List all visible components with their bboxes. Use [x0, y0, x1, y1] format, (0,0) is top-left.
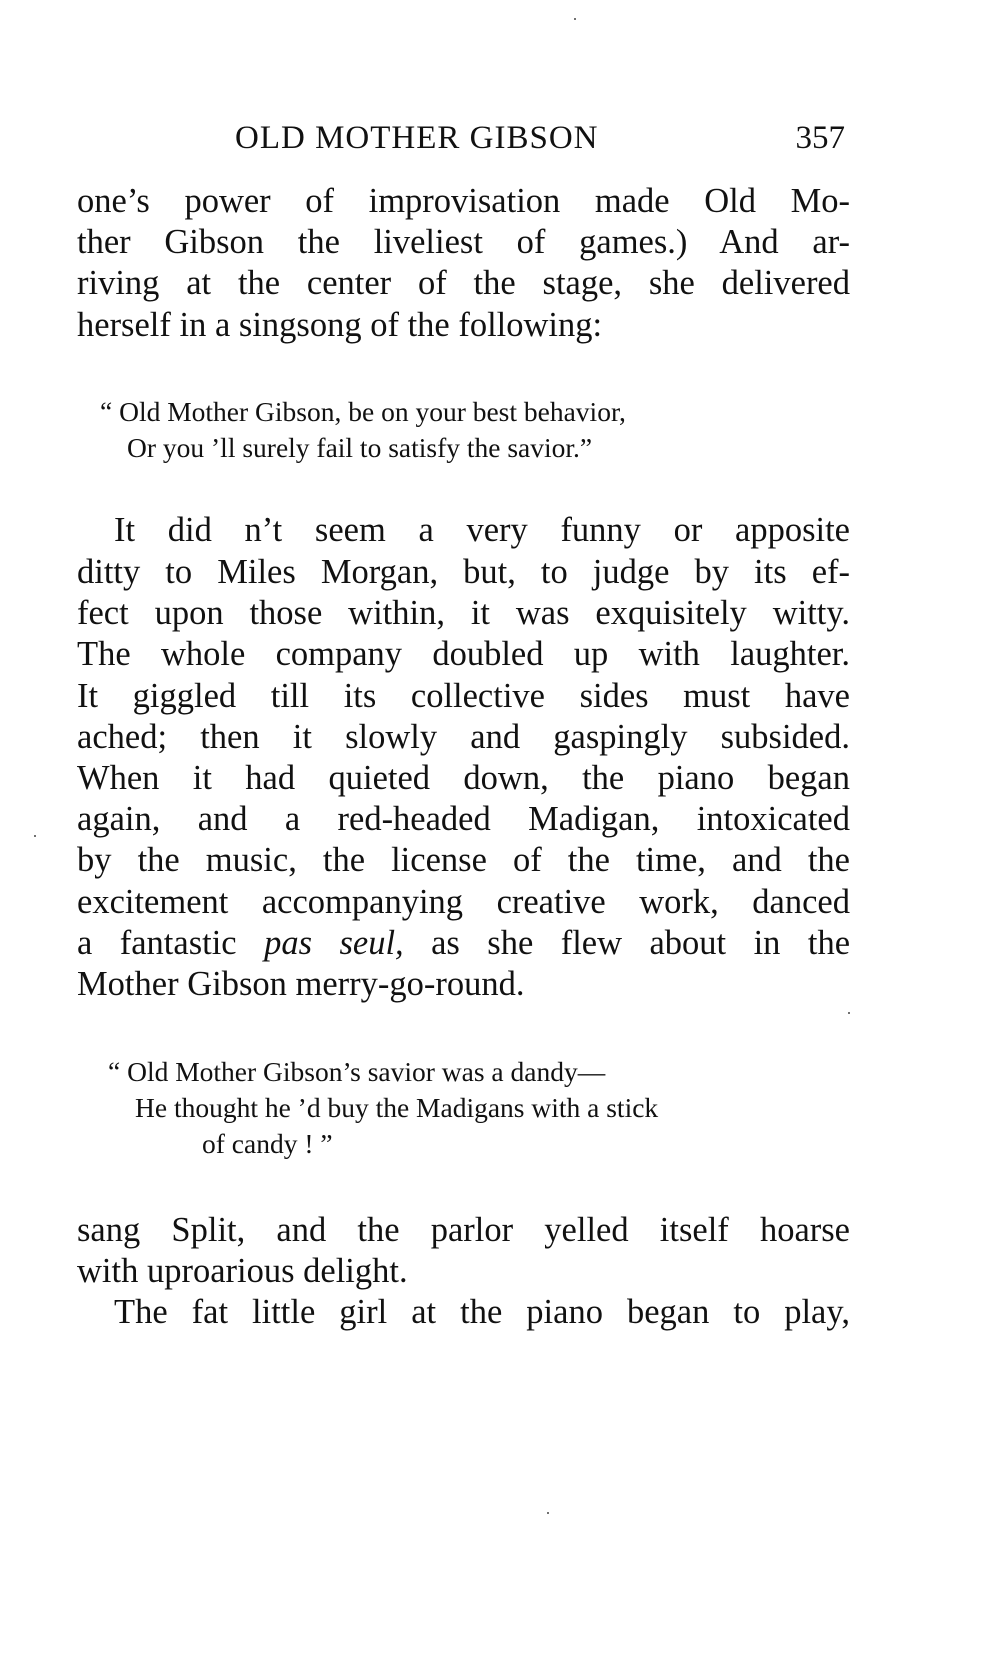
running-head — [235, 120, 845, 164]
scan-speck — [574, 18, 576, 20]
text-line: When it had quieted down, the piano began — [77, 759, 850, 797]
text-line: one’s power of improvisation made Old Mo- — [77, 182, 850, 220]
text-line: It did n’t seem a very funny or apposite — [114, 511, 850, 549]
chapter-title: OLD MOTHER GIBSON — [235, 120, 599, 156]
text-line: Mother Gibson merry-go-round. — [77, 965, 525, 1003]
text-line: ther Gibson the liveliest of games.) And ar- — [77, 223, 850, 261]
text-line: fect upon those within, it was exquisitely witty. — [77, 594, 850, 632]
text-line: excitement accompanying creative work, danced — [77, 883, 850, 921]
page-number: 357 — [795, 120, 845, 156]
text-line: with uproarious delight. — [77, 1252, 408, 1290]
text-line: The whole company doubled up with laughter. — [77, 635, 850, 673]
text-line: ached; then it slowly and gaspingly subsided. — [77, 718, 850, 756]
verse-line: of candy ! ” — [202, 1128, 333, 1159]
text-line: sang Split, and the parlor yelled itself hoarse — [77, 1211, 850, 1249]
scan-speck — [34, 835, 36, 837]
text-line: herself in a singsong of the following: — [77, 306, 603, 344]
text-span: as she flew about in the — [431, 924, 851, 962]
text-line: The fat little girl at the piano began to play, — [114, 1293, 850, 1331]
text-line: ditty to Miles Morgan, but, to judge by its ef- — [77, 553, 850, 591]
text-line: by the music, the license of the time, and the — [77, 841, 850, 879]
verse-line: Or you ’ll surely fail to satisfy the savior.” — [127, 432, 593, 463]
text-line — [77, 923, 850, 963]
text-line: riving at the center of the stage, she delivered — [77, 264, 850, 302]
verse-line: He thought he ’d buy the Madigans with a stick — [135, 1092, 659, 1123]
text-line: It giggled till its collective sides must have — [77, 677, 850, 715]
verse-line: “ Old Mother Gibson’s savior was a dandy— — [108, 1056, 606, 1087]
text-span: a fantastic — [77, 924, 237, 962]
text-line: again, and a red-headed Madigan, intoxicated — [77, 800, 850, 838]
italic-phrase: pas seul, — [264, 924, 404, 962]
scan-speck — [848, 1012, 850, 1014]
scan-speck — [547, 1512, 549, 1514]
verse-line: “ Old Mother Gibson, be on your best behavior, — [100, 396, 626, 427]
